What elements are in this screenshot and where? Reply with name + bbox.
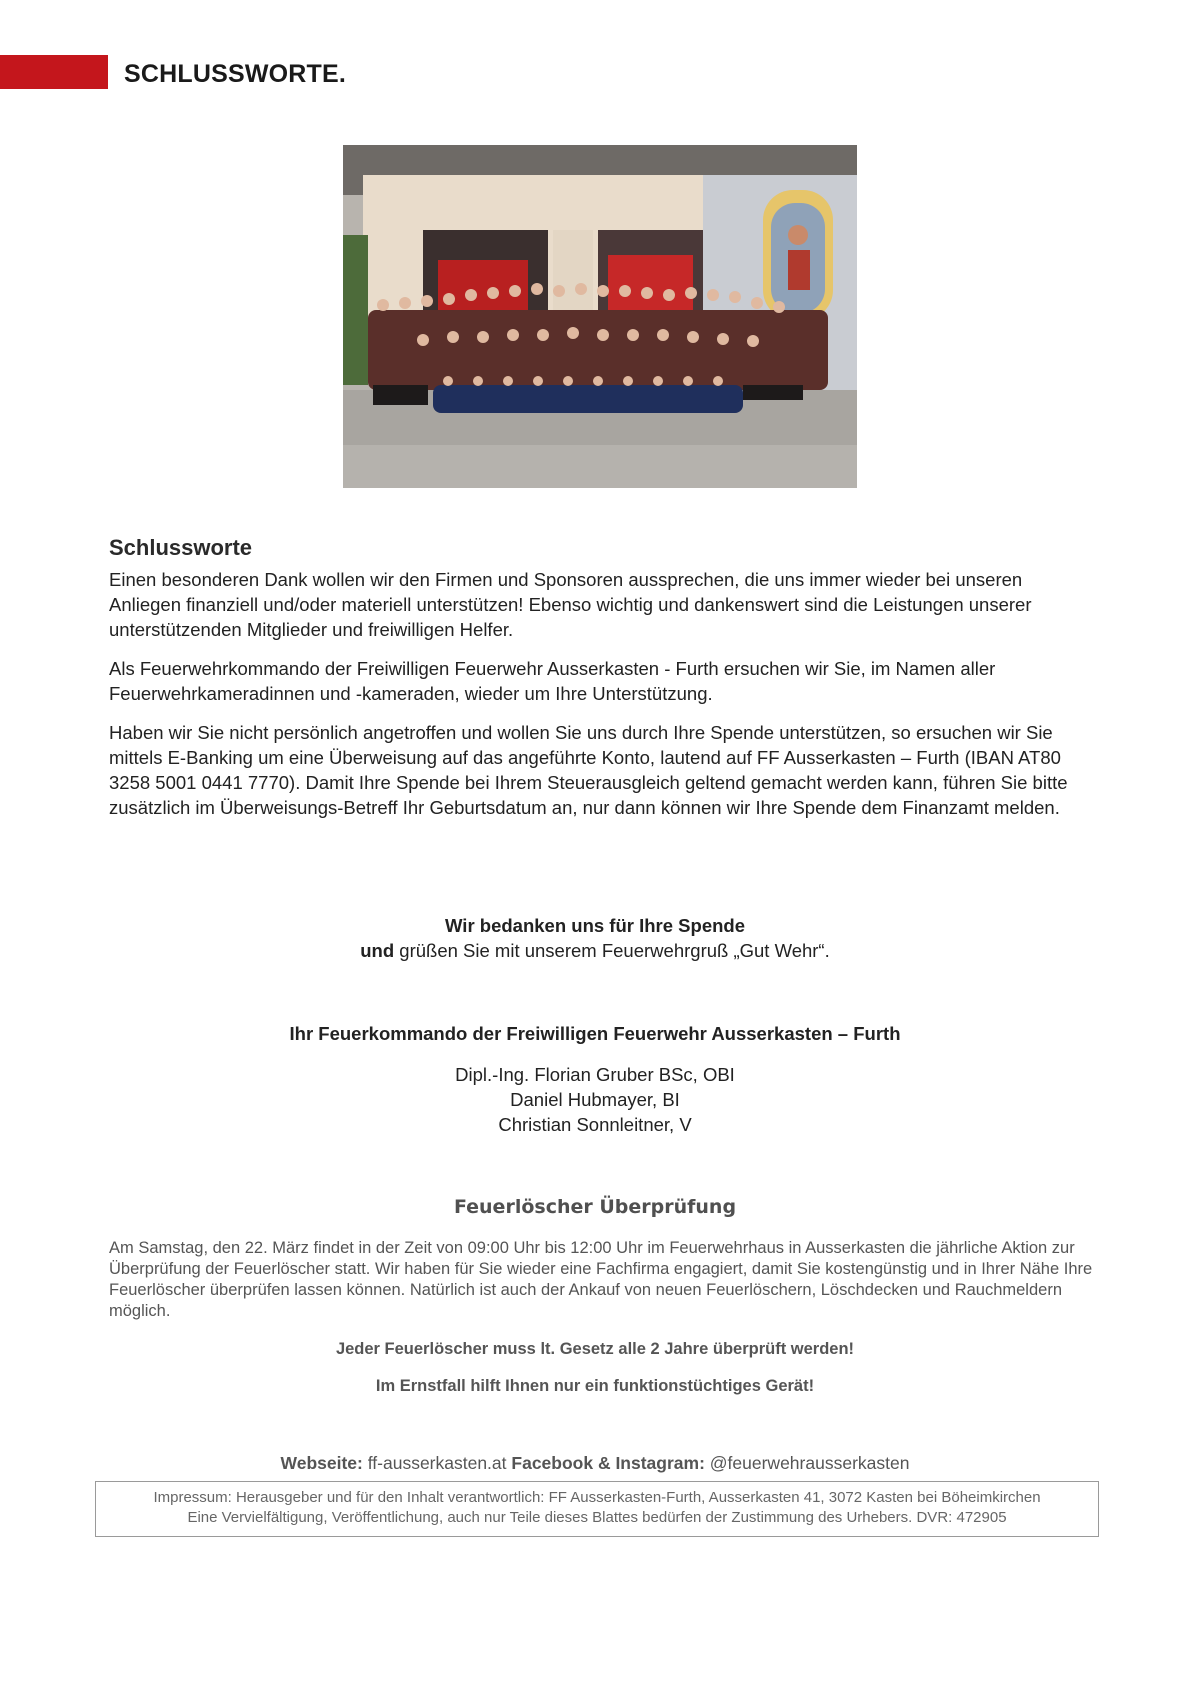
social-label: Facebook & Instagram: — [511, 1453, 705, 1473]
closing-heading: Schlussworte — [109, 535, 253, 560]
impressum-line-1: Impressum: Herausgeber und für den Inhalt verantwortlich: FF Ausserkasten-Furth, Ausserkasten 41, 3072 Kasten bei Böheimkirchen — [153, 1489, 1041, 1506]
fire-extinguisher-note-2: Im Ernstfall hilft Ihnen nur ein funktionstüchtiges Gerät! — [375, 1377, 815, 1395]
closing-paragraph-2: Als Feuerwehrkommando der Freiwilligen Feuerwehr Ausserkasten - Furth ersuchen wir Sie, im Namen aller Feuerwehrkameradinnen und -kameraden, wieder um Ihre Unterstützung. — [109, 658, 996, 704]
thanks-line-2 — [0, 938, 1190, 963]
group-photo — [343, 145, 857, 488]
fire-extinguisher-note-1: Jeder Feuerlöscher muss lt. Gesetz alle 2 Jahre überprüft werden! — [335, 1340, 855, 1358]
contact-line — [0, 1453, 1190, 1474]
signature-names — [0, 1062, 1190, 1137]
impressum-box — [95, 1481, 1099, 1537]
website-link[interactable]: ff-ausserkasten.at — [362, 1453, 512, 1473]
closing-paragraph-1: Einen besonderen Dank wollen wir den Firmen und Sponsoren aussprechen, die uns immer wieder bei unseren Anliegen finanziell und/oder materiell unterstützen! Ebenso wichtig und dankenswert sind die Leistungen unserer unterstützenden Mitglieder und freiwilligen Helfer. — [109, 569, 1032, 640]
website-label: Webseite: — [280, 1453, 363, 1473]
signature-name-3: Christian Sonnleitner, V — [498, 1114, 692, 1135]
fire-extinguisher-title: Feuerlöscher Überprüfung — [453, 1196, 737, 1218]
thanks-line-2-bold: und — [360, 940, 395, 961]
signature-heading: Ihr Feuerkommando der Freiwilligen Feuerwehr Ausserkasten – Furth — [289, 1023, 901, 1044]
fire-extinguisher-text: Am Samstag, den 22. März findet in der Zeit von 09:00 Uhr bis 12:00 Uhr im Feuerwehrhaus in Ausserkasten die jährliche Aktion zur Überprüfung der Feuerlöscher statt. Wir haben für Sie wieder eine Fachfirma engagiert, damit Sie kostengünstig und in Ihrer Nähe Ihre Feuerlöscher überprüfen lassen können. Natürlich ist auch der Ankauf von neuen Feuerlöschern, Löschdecken und Rauchmeldern möglich. — [109, 1239, 1093, 1320]
signature-name-1: Dipl.-Ing. Florian Gruber BSc, OBI — [455, 1064, 735, 1085]
closing-section — [109, 535, 1089, 834]
impressum-line-2: Eine Vervielfältigung, Veröffentlichung, auch nur Teile dieses Blattes bedürfen der Zustimmung des Urhebers. DVR: 472905 — [187, 1509, 1007, 1526]
thanks-line-1: Wir bedanken uns für Ihre Spende — [445, 915, 745, 936]
thanks-block — [0, 913, 1190, 963]
section-accent-bar — [0, 55, 108, 89]
social-handle[interactable]: @feuerwehrausserkasten — [704, 1453, 910, 1473]
thanks-line-2-rest: grüßen Sie mit unserem Feuerwehrgruß „Gut Wehr“. — [394, 940, 830, 961]
signature-name-2: Daniel Hubmayer, BI — [510, 1089, 680, 1110]
section-title: SCHLUSSWORTE. — [124, 60, 347, 88]
closing-paragraph-3: Haben wir Sie nicht persönlich angetroffen und wollen Sie uns durch Ihre Spende unterstützen, so ersuchen wir Sie mittels E-Banking um eine Überweisung auf das angeführte Konto, lautend auf FF Ausserkasten – Furth (IBAN AT80 3258 5001 0441 7770). Damit Ihre Spende bei Ihrem Steuerausgleich geltend gemacht werden kann, führen Sie bitte zusätzlich im Überweisungs-Betreff Ihr Geburtsdatum an, nur dann können wir Ihre Spende dem Finanzamt melden. — [109, 722, 1068, 818]
